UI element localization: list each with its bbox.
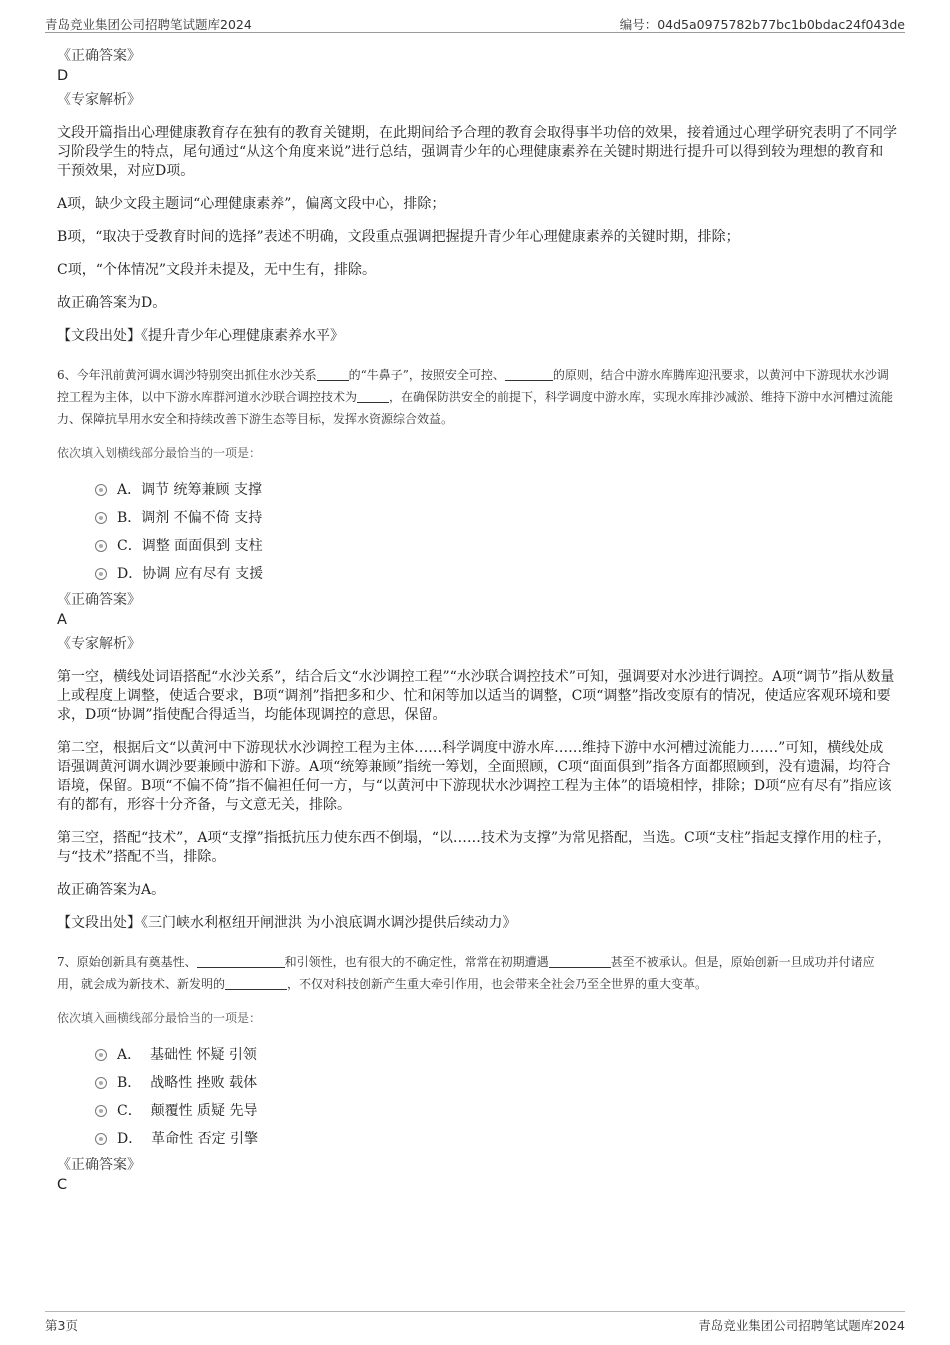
page-footer	[45, 1311, 905, 1334]
page-content	[57, 47, 897, 1200]
question-text: 甚至不被承认。但是，原始创新一旦成功并付诸应用，就会成为新技术、新发明的	[57, 955, 875, 991]
page-header	[45, 12, 905, 33]
footer-title: 青岛竞业集团公司招聘笔试题库2024	[698, 1318, 905, 1333]
question-6-options	[95, 479, 897, 591]
option-d[interactable]	[95, 563, 897, 591]
correct-answer-label: 《正确答案》	[57, 1157, 141, 1173]
expert-analysis-label: 《专家解析》	[57, 92, 141, 108]
radio-icon[interactable]	[95, 1133, 107, 1145]
option-b[interactable]	[95, 1072, 897, 1100]
radio-icon[interactable]	[95, 484, 107, 496]
expert-analysis-label: 《专家解析》	[57, 636, 141, 652]
radio-icon[interactable]	[95, 540, 107, 552]
option-d[interactable]	[95, 1128, 897, 1156]
question-prompt: 依次填入画横线部分最恰当的一项是：	[57, 1011, 262, 1025]
option-label: B．调剂 不偏不倚 支持	[117, 510, 263, 526]
correct-answer-value: A	[57, 612, 67, 628]
option-b[interactable]	[95, 507, 897, 535]
fill-blank	[505, 366, 553, 381]
correct-answer-value: C	[57, 1177, 68, 1193]
option-label: C． 颠覆性 质疑 先导	[117, 1103, 258, 1119]
option-label: D． 革命性 否定 引擎	[117, 1131, 259, 1147]
question-prompt: 依次填入划横线部分最恰当的一项是：	[57, 446, 262, 460]
option-label: A．调节 统筹兼顾 支撑	[117, 482, 263, 498]
analysis-paragraph: 第三空，搭配“技术”，A项“支撑”指抵抗压力使东西不倒塌，“以……技术为支撑”为常见搭配，当选。C项“支柱”指起支撑作用的柱子，与“技术”搭配不当，排除。	[57, 830, 892, 865]
fill-blank	[197, 953, 285, 968]
analysis-paragraph: 第二空，根据后文“以黄河中下游现状水沙调控工程为主体……科学调度中游水库……维持下游中水河槽过流能力……”可知，横线处成语强调黄河调水调沙要兼顾中游和下游。A项“统筹兼顾”指统一筹划，全面照顾，C项“面面俱到”指各方面都照顾到，没有遗漏，均符合语境，保留。B项“不偏不倚”指不偏袒任何一方，与“以黄河中下游现状水沙调控工程为主体”的语境相悖，排除；D项“应有尽有”指应该有的都有，形容十分齐备，与文意无关，排除。	[57, 740, 892, 813]
question-text: 和引领性，也有很大的不确定性，常常在初期遭遇	[284, 955, 549, 969]
correct-answer-label: 《正确答案》	[57, 48, 141, 64]
passage-source: 【文段出处】《提升青少年心理健康素养水平》	[57, 328, 344, 344]
fill-blank	[225, 975, 287, 990]
option-label: A． 基础性 怀疑 引领	[117, 1047, 257, 1063]
radio-icon[interactable]	[95, 568, 107, 580]
option-a[interactable]	[95, 1044, 897, 1072]
question-text: ，不仅对科技创新产生重大牵引作用，也会带来全社会乃至全世界的重大变革。	[287, 977, 708, 991]
page-number: 第3页	[45, 1318, 78, 1333]
question-6-stem	[57, 364, 897, 430]
analysis-paragraph: 故正确答案为D。	[57, 295, 167, 311]
option-c[interactable]	[95, 535, 897, 563]
radio-icon[interactable]	[95, 512, 107, 524]
fill-blank	[549, 953, 611, 968]
radio-icon[interactable]	[95, 1077, 107, 1089]
fill-blank	[357, 388, 389, 403]
analysis-paragraph: 文段开篇指出心理健康教育存在独有的教育关键期，在此期间给予合理的教育会取得事半功倍的效果，接着通过心理学研究表明了不同学习阶段学生的特点，尾句通过“从这个角度来说”进行总结，强调青少年的心理健康素养在关键时期进行提升可以得到较为理想的教育和干预效果，对应D项。	[57, 125, 897, 179]
question-text: 的原则，结合中游水库腾库迎汛要求，以黄河中下游现状水沙调控工程为主体，以中下游水库群河道水沙联合调控技术为	[57, 368, 889, 404]
radio-icon[interactable]	[95, 1105, 107, 1117]
question-7-stem	[57, 951, 897, 995]
question-7-options	[95, 1044, 897, 1156]
option-a[interactable]	[95, 479, 897, 507]
correct-answer-label: 《正确答案》	[57, 592, 141, 608]
analysis-paragraph: B项，“取决于受教育时间的选择”表述不明确，文段重点强调把握提升青少年心理健康素养的关键时期，排除；	[57, 229, 740, 245]
option-label: D．协调 应有尽有 支援	[117, 566, 264, 582]
header-serial-number: 编号：04d5a0975782b77bc1b0bdac24f043de	[619, 17, 905, 32]
question-text: ，在确保防洪安全的前提下，科学调度中游水库，实现水库排沙减淤、维持下游中水河槽过流能力、保障抗旱用水安全和持续改善下游生态等目标，发挥水资源综合效益。	[57, 390, 894, 426]
radio-icon[interactable]	[95, 1049, 107, 1061]
option-c[interactable]	[95, 1100, 897, 1128]
passage-source: 【文段出处】《三门峡水利枢纽开闸泄洪 为小浪底调水调沙提供后续动力》	[57, 915, 517, 931]
correct-answer-value: D	[57, 68, 69, 84]
question-text: 6、今年汛前黄河调水调沙特别突出抓住水沙关系	[57, 368, 317, 382]
analysis-paragraph: C项，“个体情况”文段并未提及，无中生有，排除。	[57, 262, 377, 278]
option-label: C．调整 面面俱到 支柱	[117, 538, 263, 554]
header-title: 青岛竞业集团公司招聘笔试题库2024	[45, 17, 252, 32]
fill-blank	[317, 366, 349, 381]
analysis-paragraph: A项，缺少文段主题词“心理健康素养”，偏离文段中心，排除；	[57, 196, 446, 212]
analysis-paragraph: 第一空，横线处词语搭配“水沙关系”，结合后文“水沙调控工程”“水沙联合调控技术”可知，强调要对水沙进行调控。A项“调节”指从数量上或程度上调整，使适合要求，B项“调剂”指把多和少、忙和闲等加以适当的调整，C项“调整”指改变原有的情况，使适应客观环境和要求，D项“协调”指使配合得适当，均能体现调控的意思，保留。	[57, 669, 895, 723]
question-text: 的“牛鼻子”，按照安全可控、	[348, 368, 505, 382]
analysis-paragraph: 故正确答案为A。	[57, 882, 166, 898]
option-label: B． 战略性 挫败 载体	[117, 1075, 258, 1091]
question-text: 7、原始创新具有奠基性、	[57, 955, 197, 969]
